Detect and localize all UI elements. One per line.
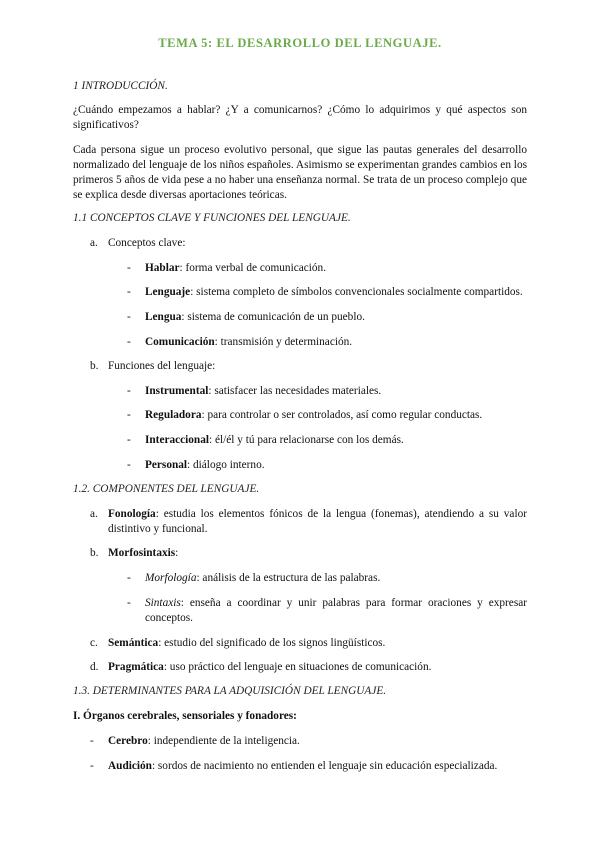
list-item: Morfosintaxis: (108, 547, 179, 559)
list-marker: c. (90, 637, 98, 649)
dash: - (127, 572, 131, 584)
dash: - (127, 385, 131, 397)
subsection-label: I. Órganos cerebrales, sensoriales y fonadores: (73, 710, 297, 722)
list-item: Hablar: forma verbal de comunicación. (145, 262, 327, 274)
list-item: Reguladora: para controlar o ser controlados, así como regular conductas. (145, 409, 483, 421)
dash: - (127, 409, 131, 421)
list-item: Sintaxis: enseña a coordinar y unir palabras para formar oraciones y expresar conceptos. (145, 597, 527, 624)
paragraph: Cada persona sigue un proceso evolutivo personal, que sigue las pautas generales del desarrollo normalizado del lenguaje de los niños españoles. Asimismo se experimentan grandes cambios en los primeros 5 años de vida pese a no haber una enseñanza normal. Se trata de un proceso complejo que se explica desde diversas aportaciones teóricas. (73, 144, 527, 201)
list-marker: d. (90, 661, 99, 673)
list-label: Conceptos clave: (108, 237, 186, 249)
list-item: Pragmática: uso práctico del lenguaje en situaciones de comunicación. (108, 661, 432, 673)
list-item: Morfología: análisis de la estructura de las palabras. (145, 572, 381, 584)
section-heading: 1.1 CONCEPTOS CLAVE Y FUNCIONES DEL LENGUAJE. (73, 212, 351, 224)
dash: - (127, 434, 131, 446)
list-item: Fonología: estudia los elementos fónicos de la lengua (fonemas), atendiendo a su valor distintivo y funcional. (108, 508, 527, 535)
list-item: Lenguaje: sistema completo de símbolos convencionales socialmente compartidos. (145, 286, 523, 298)
list-item: Instrumental: satisfacer las necesidades materiales. (145, 385, 382, 397)
dash: - (127, 336, 131, 348)
list-item: Interaccional: él/él y tú para relacionarse con los demás. (145, 434, 404, 446)
list-item: Comunicación: transmisión y determinación. (145, 336, 353, 348)
dash: - (127, 311, 131, 323)
section-heading: 1.2. COMPONENTES DEL LENGUAJE. (73, 483, 260, 495)
list-item: Lengua: sistema de comunicación de un pueblo. (145, 311, 365, 323)
list-marker: b. (90, 547, 99, 559)
list-marker: a. (90, 237, 98, 249)
dash: - (127, 262, 131, 274)
list-item: Audición: sordos de nacimiento no entienden el lenguaje sin educación especializada. (108, 760, 498, 772)
dash: - (127, 597, 131, 609)
dash: - (127, 286, 131, 298)
dash: - (127, 459, 131, 471)
list-item: Semántica: estudio del significado de los signos lingüísticos. (108, 637, 386, 649)
dash: - (90, 760, 94, 772)
list-item: Personal: diálogo interno. (145, 459, 265, 471)
section-heading: 1 INTRODUCCIÓN. (73, 80, 168, 92)
section-heading: 1.3. DETERMINANTES PARA LA ADQUISICIÓN DEL LENGUAJE. (73, 685, 387, 697)
list-marker: b. (90, 360, 99, 372)
list-item: Cerebro: independiente de la inteligencia. (108, 735, 300, 747)
document-title: TEMA 5: EL DESARROLLO DEL LENGUAJE. (158, 36, 442, 50)
dash: - (90, 735, 94, 747)
list-marker: a. (90, 508, 98, 520)
paragraph: ¿Cuándo empezamos a hablar? ¿Y a comunicarnos? ¿Cómo lo adquirimos y qué aspectos son significativos? (73, 104, 527, 131)
list-label: Funciones del lenguaje: (108, 360, 216, 372)
